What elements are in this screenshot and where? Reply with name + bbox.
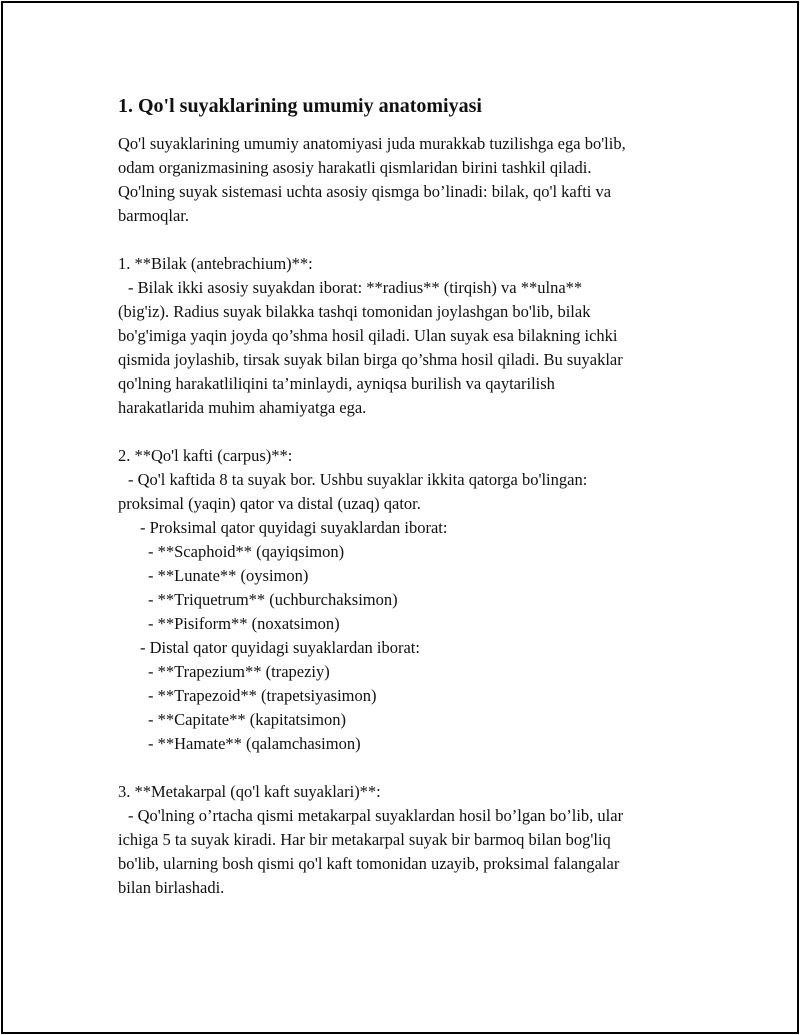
list-item: - **Scaphoid** (qayiqsimon) [148,542,345,561]
text-line: ichiga 5 ta suyak kiradi. Har bir metakarpal suyak bir barmoq bilan bog'liq [118,830,611,849]
text-line: Qo'l suyaklarining umumiy anatomiyasi juda murakkab tuzilishga ega bo'lib, [118,134,626,153]
intro-paragraph [118,132,698,228]
list-item: - **Hamate** (qalamchasimon) [148,734,361,753]
text-line: - Qo'lning o’rtacha qismi metakarpal suyaklardan hosil bo’lgan bo’lib, ular [128,806,624,825]
list-item-title: 1. **Bilak (antebrachium)**: [118,254,313,273]
text-line: qo'lning harakatliliqini ta’minlaydi, ayniqsa burilish va qaytarilish [118,374,555,393]
sublist-heading: - Proksimal qator quyidagi suyaklardan iborat: [140,518,448,537]
list-item: - **Capitate** (kapitatsimon) [148,710,346,729]
text-line: odam organizmasining asosiy harakatli qismlaridan birini tashkil qiladi. [118,158,592,177]
text-line: Qo'lning suyak sistemasi uchta asosiy qismga bo’linadi: bilak, qo'l kafti va [118,182,612,201]
text-line: bo'lib, ularning bosh qismi qo'l kaft tomonidan uzayib, proksimal falangalar [118,854,620,873]
section-metakarpal [118,780,698,900]
sublist-heading: - Distal qator quyidagi suyaklardan iborat: [140,638,420,657]
section-qol-kafti [118,444,698,756]
list-item: - **Lunate** (oysimon) [148,566,309,585]
text-line: harakatlarida muhim ahamiyatga ega. [118,398,367,417]
text-line: - Qo'l kaftida 8 ta suyak bor. Ushbu suyaklar ikkita qatorga bo'lingan: [128,470,588,489]
text-line: bilan birlashadi. [118,878,225,897]
section-bilak [118,252,698,420]
text-line: proksimal (yaqin) qator va distal (uzaq) qator. [118,494,421,513]
text-line: (big'iz). Radius suyak bilakka tashqi tomonidan joylashgan bo'lib, bilak [118,302,591,321]
document-body [118,92,698,900]
list-item: - **Pisiform** (noxatsimon) [148,614,340,633]
list-item: - **Trapezium** (trapeziy) [148,662,330,681]
list-item: - **Trapezoid** (trapetsiyasimon) [148,686,377,705]
list-item-title: 3. **Metakarpal (qo'l kaft suyaklari)**: [118,782,381,801]
text-line: barmoqlar. [118,206,190,225]
text-line: qismida joylashib, tirsak suyak bilan birga qo’shma hosil qiladi. Bu suyaklar [118,350,623,369]
list-item: - **Triquetrum** (uchburchaksimon) [148,590,398,609]
text-line: - Bilak ikki asosiy suyakdan iborat: **radius** (tirqish) va **ulna** [128,278,583,297]
text-line: bo'g'imiga yaqin joyda qo’shma hosil qiladi. Ulan suyak esa bilakning ichki [118,326,618,345]
list-item-title: 2. **Qo'l kafti (carpus)**: [118,446,293,465]
section-heading: 1. Qo'l suyaklarining umumiy anatomiyasi [118,95,482,117]
